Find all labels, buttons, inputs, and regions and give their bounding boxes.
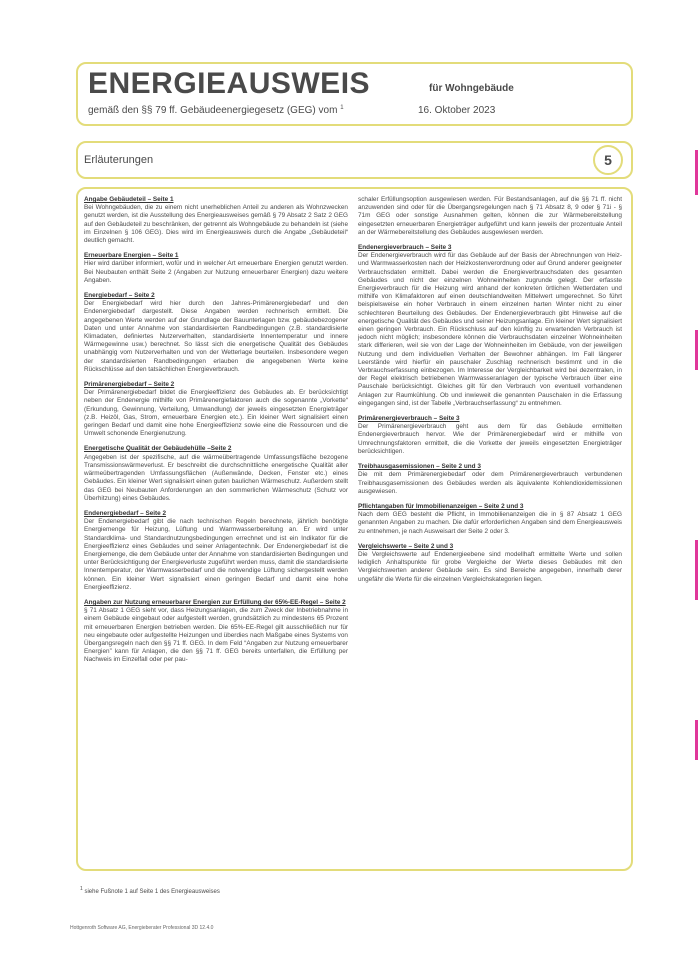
explanation-section	[358, 415, 622, 456]
section-heading: Treibhausgasemissionen – Seite 2 und 3	[358, 463, 481, 471]
document-title: ENERGIEAUSWEIS	[88, 67, 371, 100]
section-body: Die Vergleichswerte auf Endenergieebene sind modellhaft ermittelte Werte und sollen lediglich Anhaltspunkte für grobe Vergleiche der Werte dieses Gebäudes mit den Vergleichswerten anderer Gebäude sein. Es sind Bereiche angegeben, innerhalb derer ungefähr die Werte für die einzelnen Vergleichskategorien liegen.	[358, 550, 622, 583]
law-reference-text: gemäß den §§ 79 ff. Gebäudeenergiegesetz (GEG) vom	[88, 105, 338, 116]
explanation-section	[358, 196, 622, 237]
section-heading: Vergleichswerte – Seite 2 und 3	[358, 542, 454, 550]
section-heading: Endenergieverbrauch – Seite 3	[358, 244, 452, 252]
section-body: Nach dem GEG besteht die Pflicht, in Immobilienanzeigen die in § 87 Absatz 1 GEG genannten Angaben zu machen. Die dafür erforderlichen Angaben sind dem Energieausweis zu entnehmen, je nach Ausweisart der Seite 2 oder 3.	[358, 511, 622, 535]
section-body: Der Endenergieverbrauch wird für das Gebäude auf der Basis der Abrechnungen von Heiz- und Warmwasserkosten nach der Heizkostenverordnung oder auf Grund anderer geeigneter Verbrauchsdaten ermittelt. Dabei werden die Energieverbrauchsdaten des gesamten Gebäudes und nicht der einzelnen Wohneinheiten zugrunde gelegt. Der erfasste Energieverbrauch für die Heizung wird anhand der konkreten örtlichen Wetterdaten und mithilfe von Klimafaktoren auf einen deutschlandweiten Mittelwert umgerechnet. So führt beispielsweise ein hoher Verbrauch in einem einzelnen harten Winter nicht zu einer schlechteren Beurteilung des Gebäudes. Der Endenergieverbrauch gibt Hinweise auf die energetische Qualität des Gebäudes und seiner Heizungsanlage. Ein kleiner Wert signalisiert einen geringen Verbrauch. Ein Rückschluss auf den künftig zu erwartenden Verbrauch ist jedoch nicht möglich; insbesondere können die Verbrauchsdaten einzelner Wohneinheiten stark differieren, weil sie von der Lage der Wohneinheiten im Gebäude, von der jeweiligen Nutzung und dem individuellen Verhalten der Bewohner abhängen. Im Fall längerer Leerstände wird hierfür ein pauschaler Zuschlag rechnerisch bestimmt und in die Verbrauchserfassung einbezogen. Im Interesse der Vergleichbarkeit wird bei dezentralen, in der Regel elektrisch betriebenen Warmwasseranlagen der typische Verbrauch über eine Pauschale berücksichtigt. Gleiches gilt für den Verbrauch von eventuell vorhandenen Anlagen zur Raumkühlung. Ob und inwieweit die genannten Pauschalen in die Erfassung eingegangen sind, ist der Tabelle „Verbrauchserfassung“ zu entnehmen.	[358, 252, 622, 407]
explanation-section	[84, 196, 348, 245]
section-body: schaler Erfüllungsoption ausgewiesen werden. Für Bestandsanlagen, auf die §§ 71 ff. nicht anzuwenden sind oder für die Übergangsregelungen nach § 71 Absatz 8, 9 oder § 71i - § 71m GEG oder sonstige Ausnahmen gelten, können die zur Wärmebereitstellung eingesetzten erneuerbaren Energieträger aufgeführt und kann jeweils der prozentuale Anteil an der Wärmebereitstellung des Gebäudes ausgewiesen werden.	[358, 196, 622, 236]
section-body: § 71 Absatz 1 GEG sieht vor, dass Heizungsanlagen, die zum Zweck der Inbetriebnahme in einem Gebäude eingebaut oder aufgestellt werden, grundsätzlich zu mindestens 65 Prozent mit erneuerbaren Energien betrieben werden. Die 65%-EE-Regel gilt ausschließlich nur für neu eingebaute oder aufgestellte Heizungen und überdies nach Maßgabe eines Systems von Übergangsregeln nach den §§ 71 ff. GEG. In dem Feld “Angaben zur Nutzung erneuerbarer Energien” kann für Anlagen, die den §§ 71 ff. GEG bereits unterfallen, die Erfüllung per Nachweis im Einzelfall oder per pau-	[84, 607, 348, 664]
footnote-marker: 1	[340, 105, 344, 111]
section-heading: Energetische Qualität der Gebäudehülle –Seite 2	[84, 445, 232, 453]
explanation-section	[84, 292, 348, 374]
section-heading: Energiebedarf – Seite 2	[84, 292, 155, 300]
section-title: Erläuterungen	[84, 154, 154, 166]
section-body: Die mit dem Primärenergiebedarf oder dem Primärenergieverbrauch verbundenen Treibhausgasemissionen des Gebäudes werden als äquivalente Kohlendioxidemissionen ausgewiesen.	[358, 471, 622, 495]
section-body: Der Primärenergiebedarf bildet die Energieeffizienz des Gebäudes ab. Er berücksichtigt neben der Endenergie mithilfe von Primärenergiefaktoren auch die sogenannte „Vorkette“ (Erkundung, Gewinnung, Verteilung, Umwandlung) der jeweils eingesetzten Energieträger (z.B. Heizöl, Gas, Strom, erneuerbare Energien etc.). Ein kleiner Wert signalisiert einen geringen Bedarf und damit eine hohe Energieeffizienz sowie eine die Ressourcen und die Umwelt schonende Energienutzung.	[84, 389, 348, 438]
section-body: Der Primärenergieverbrauch geht aus dem für das Gebäude ermittelten Endenergieverbrauch hervor. Wie der Primärenergiebedarf wird er mithilfe von Umrechnungsfaktoren ermittelt, die die Vorkette der jeweils eingesetzten Energieträger berücksichtigen.	[358, 423, 622, 455]
explanation-section	[358, 503, 622, 536]
law-date: 16. Oktober 2023	[418, 105, 496, 116]
header-box	[76, 62, 633, 126]
section-heading: Angabe Gebäudeteil – Seite 1	[84, 196, 174, 203]
section-heading: Erneuerbare Energien – Seite 1	[84, 252, 179, 260]
section-bar	[76, 141, 633, 179]
explanation-section	[358, 463, 622, 496]
footnote	[80, 886, 220, 895]
section-body: Bei Wohngebäuden, die zu einem nicht unerheblichen Anteil zu anderen als Wohnzwecken genutzt werden, ist die Ausstellung des Energieausweises gemäß § 79 Absatz 2 Satz 2 GEG auf den Gebäudeteil zu beschränken, der getrennt als Wohngebäude zu behandeln ist (siehe im Einzelnen § 106 GEG). Dies wird im Energieausweis durch die Angabe „Gebäudeteil“ deutlich gemacht.	[84, 204, 348, 245]
explanation-section	[358, 543, 622, 584]
section-body: Der Energiebedarf wird hier durch den Jahres-Primärenergiebedarf und den Endenergiebedarf dargestellt. Diese Angaben werden rechnerisch ermittelt. Die angegebenen Werte werden auf der Grundlage der Bauunterlagen bzw. gebäudebezogener Daten und unter Annahme von standardisierten Randbedingungen (z.B. standardisierte Klimadaten, definiertes Nutzerverhalten, standardisierte Innentemperatur und innere Wärmegewinne usw.) berechnet. So lässt sich die energetische Qualität des Gebäudes unabhängig vom Nutzerverhalten und von der Wetterlage beurteilen. Insbesondere wegen der standardisierten Randbedingungen erlauben die angegebenen Werte keine Rückschlüsse auf den tatsächlichen Energieverbrauch.	[84, 300, 348, 373]
page-number: 5	[593, 145, 623, 175]
section-body: Angegeben ist der spezifische, auf die wärmeübertragende Umfassungsfläche bezogene Transmissionswärmeverlust. Er beschreibt die durchschnittliche energetische Qualität aller wärmeübertragenden Umfassungsflächen (Außenwände, Decken, Fenster etc.) eines Gebäudes. Ein kleiner Wert signalisiert einen guten baulichen Wärmeschutz. Außerdem stellt das GEG bei Neubauten Anforderungen an den sommerlichen Wärmeschutz (Schutz vor Überhitzung) eines Gebäudes.	[84, 453, 348, 502]
explanation-section	[84, 599, 348, 665]
content-box	[76, 187, 633, 871]
right-column	[358, 196, 622, 591]
law-reference	[88, 105, 344, 116]
section-body: Hier wird darüber informiert, wofür und in welcher Art erneuerbare Energien genutzt werden. Bei Neubauten enthält Seite 2 (Angaben zur Nutzung erneuerbarer Energien) dazu weitere Angaben.	[84, 260, 348, 284]
explanation-section	[84, 510, 348, 592]
footnote-number: 1	[80, 886, 83, 892]
section-heading: Pflichtangaben für Immobilienanzeigen – Seite 2 und 3	[358, 502, 524, 510]
footnote-text: siehe Fußnote 1 auf Seite 1 des Energieausweises	[84, 889, 220, 895]
section-body: Der Endenergiebedarf gibt die nach technischen Regeln berechnete, jährlich benötigte Energiemenge für Heizung, Lüftung und Warmwasserbereitung an. Er wird unter Standardklima- und Standardnutzungsbedingungen errechnet und ist ein Indikator für die Energieeffizienz eines Gebäudes und seiner Anlagentechnik. Der Endenergiebedarf ist die Energiemenge, die dem Gebäude unter der Annahme von standardisierten Bedingungen und unter Berücksichtigung der Energieverluste zugeführt werden muss, damit die standardisierte Innentemperatur, der Warmwasserbedarf und die notwendige Lüftung sichergestellt werden können. Ein kleiner Wert signalisiert einen geringen Bedarf und damit eine hohe Energieeffizienz.	[84, 518, 348, 591]
explanation-section	[358, 244, 622, 408]
explanation-section	[84, 381, 348, 438]
section-heading: Primärenergiebedarf – Seite 2	[84, 381, 175, 389]
document-subtitle: für Wohngebäude	[429, 83, 514, 94]
software-note: Hottgenroth Software AG, Energieberater Professional 3D 12.4.0	[70, 925, 214, 931]
left-column	[84, 196, 348, 672]
explanation-section	[84, 252, 348, 285]
section-heading: Primärenergieverbrauch – Seite 3	[358, 415, 460, 423]
explanation-section	[84, 445, 348, 502]
section-heading: Angaben zur Nutzung erneuerbarer Energien zur Erfüllung der 65%-EE-Regel – Seite 2	[84, 598, 346, 606]
section-heading: Endenergiebedarf – Seite 2	[84, 509, 167, 517]
